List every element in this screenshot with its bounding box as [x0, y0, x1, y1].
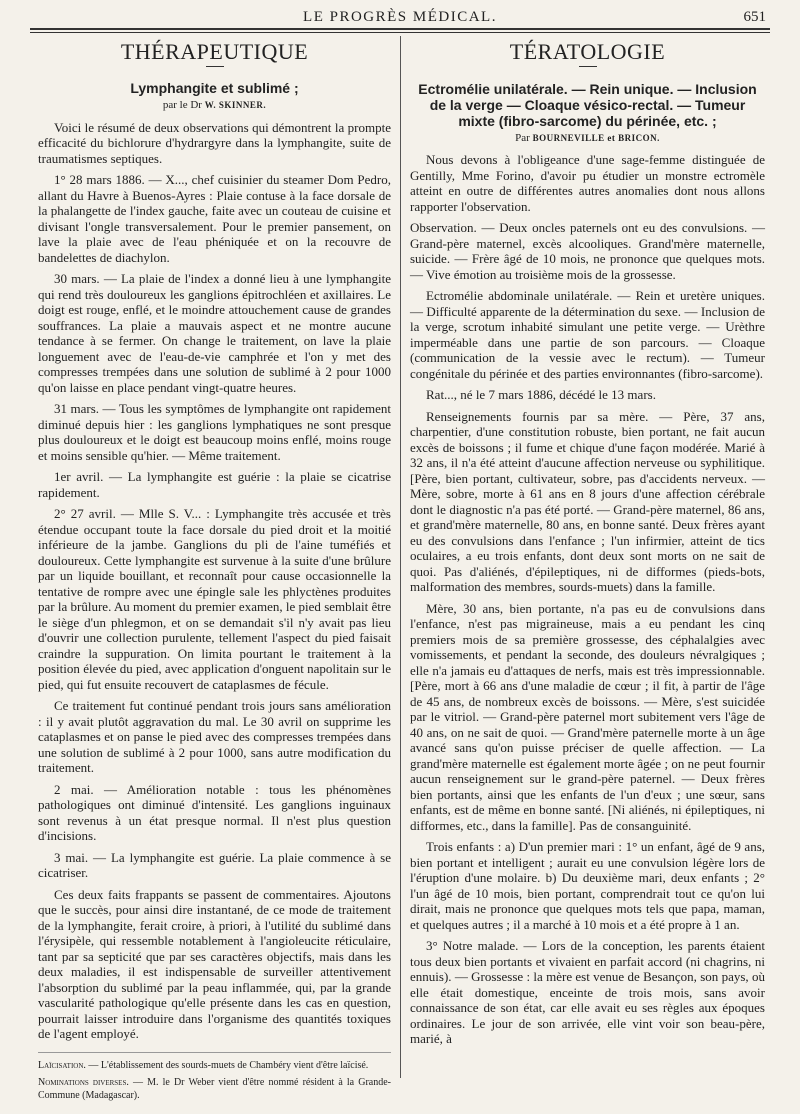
paragraph: Observation. — Deux oncles paternels ont eu des convulsions. — Grand-père maternel, excès alcooliques. Grand'mère maternelle, suicide. — Frère âgé de 10 mois, ne prononce que quelques mots. — Vive émotion au troisième mois de la grossesse.	[410, 220, 765, 282]
paragraph: Voici le résumé de deux observations qui démontrent la prompte efficacité du bichlorure d'hydrargyre dans la lymphangite, suite de traumatismes septiques.	[38, 119, 391, 166]
paragraph: Rat..., né le 7 mars 1886, décédé le 13 mars.	[426, 387, 656, 402]
byline-author: BOURNEVILLE et BRICON.	[532, 132, 660, 143]
section-rule	[206, 66, 224, 67]
paragraph: 1er avril. — La lymphangite est guérie : la plaie se cicatrise rapidement.	[38, 469, 391, 500]
running-header	[30, 6, 770, 28]
paragraph: 31 mars. — Tous les symptômes de lymphangite ont rapidement diminué depuis hier : les ganglions lymphatiques ne sont presque plus douloureux et le doigt est beaucoup moins enflé, moins rouge et moins sensible qu'hier. — Même traitement.	[38, 401, 391, 463]
section-title-teratologie: TÉRATOLOGIE	[509, 39, 666, 64]
byline-prefix: par le Dr	[162, 99, 202, 111]
paragraph: Ce traitement fut continué pendant trois jours sans amélioration : il y avait plutôt aggravation du mal. Le 30 avril on supprime les cataplasmes et on panse le pied avec des compresses trempées dans une solution de sublimé à 2 pour 1000, sans autre modification du traitement.	[38, 698, 391, 775]
left-column	[38, 39, 392, 1106]
note-label: Laïcisation.	[38, 1059, 86, 1071]
right-column	[410, 39, 765, 1053]
paragraph: Mère, 30 ans, bien portante, n'a pas eu de convulsions dans l'enfance, n'est pas migraineuse, mais a eu pendant les cinq premiers mois de sa première grossesse, des céphalalgies avec vomissements, et pendant la seconde, des douleurs névralgiques ; elle n'a jamais eu d'attaques de nerfs, mais est très impressionnable. [Père, mort à 66 ans d'une maladie de cœur ; il fit, à partir de l'âge de 45 ans, de nombreux excès de boissons. — Mère, s'est suicidée par le vitriol. — Grand-père paternel mort subitement vers l'âge de 40 ans, on ne sait de quoi. — Grand'mère paternelle morte à un âge avancé sans qu'on puisse préciser de quelle affection. — La grand'mère maternelle est également morte âgée ; on ne peut fournir aucun renseignement sur le grand-père paternel. — Deux frères bien portants, ainsi que les enfants de l'un d'eux ; une sœur, sans enfants, est de même en bonne santé. [Ni aliénés, ni épileptiques, ni difformes, etc., dans la famille]. Pas de consanguinité.	[410, 600, 765, 833]
note	[38, 1059, 391, 1072]
header-rule	[30, 28, 770, 30]
paragraph: 30 mars. — La plaie de l'index a donné lieu à une lymphangite qui rend très douloureux les ganglions épitrochléen et axillaires. Le doigt est rouge, enflé, et le moindre attouchement cause de grandes souffrances. La plaie a mauvais aspect et ne montre aucune tendance à se fermer. On change le traitement, on lave la plaie longuement avec de l'eau-de-vie camphrée et l'on y met des compresses trempées dans une solution de sublimé à 2 pour 1000 qu'on laisse en place pendant vingt-quatre heures.	[38, 271, 391, 395]
paragraph: 3° Notre malade. — Lors de la conception, les parents étaient tous deux bien portants et vivaient en parfait accord (ni chagrins, ni ennuis). — Grossesse : la mère est venue de Besançon, son pays, où elle était domestique, enceinte de trois mois, sans avoir connaissance de son état, car elle avait eu ses règles aux époques ordinaires. Le jour de son arrivée, elle vint voir son beau-père, marié, à	[410, 938, 765, 1046]
paragraph: 2° 27 avril. — Mlle S. V... : Lymphangite très accusée et très étendue occupant toute la face dorsale du pied droit et la moitié inférieure de la jambe. Ganglions du pli de l'aine tuméfiés et douloureux. Cette lymphangite est survenue à la suite d'une brûlure par un liquide bouillant, et reconnaît pour cause occasionnelle la tentative de rompre avec une épingle sale les phlyctènes produites par la brûlure. Au moment du premier examen, le pied semblait être le siège d'un phlegmon, et on se demandait s'il n'y avait pas lieu d'ouvrir une collection purulente, tellement l'aspect du pied faisait craindre la suppuration. On limita pourtant le traitement à la position élevée du pied, avec application d'onguent napolitain sur le pied, qui fut ensuite recouvert de cataplasmes de fécule.	[38, 506, 391, 692]
paragraph: Renseignements fournis par sa mère. — Père, 37 ans, charpentier, d'une constitution robuste, bien portant, ne fait aucun excès de boissons ; il fume et chique d'une façon modérée. Marié à 32 ans, il n'a été atteint d'aucune affection nerveuse ou syphilitique. [Père, bien portant, cultivateur, sobre, pas d'accidents nerveux. — Mère, sobre, morte à 61 ans en 8 jours d'une affection cérébrale dont le diagnostic n'a pas été porté. — Grand-père maternel, 86 ans, et grand'mère maternelle, 80 ans, en bonne santé. Deux frères ayant eu des convulsions dans l'enfance ; l'un infirmier, atteint de tics oculaires, a eu trois enfants, dont deux sont morts on ne sait de quoi. Pas d'aliénés, d'épileptiques, ni de difformes (pieds-bots, malformation des membres, sourds-muets) dans la famille.	[410, 408, 765, 594]
note-text: — L'établissement des sourds-muets de Chambéry vient d'être laïcisé.	[88, 1059, 369, 1071]
article-title: Lymphangite et sublimé ;	[130, 79, 299, 96]
page-number: 651	[743, 9, 766, 25]
header-rule-thin	[30, 32, 770, 33]
article-title: Ectromélie unilatérale. — Rein unique. — Inclusion de la verge — Cloaque vésico-rectal. — Tumeur mixte (fibro-sarcome) du périnée, etc. ;	[418, 80, 757, 129]
paragraph: 1° 28 mars 1886. — X..., chef cuisinier du steamer Dom Pedro, allant du Havre à Buenos-Ayres : Plaie contuse à la face dorsale de la phalangette de l'index gauche, faite avec un couteau de cuisine et divisant l'ongle transversalement. Pour le premier pansement, on lave la plaie avec de l'eau phéniquée et on la recouvre de bandelettes de diachylon.	[38, 172, 391, 265]
section-rule	[579, 66, 597, 67]
column-divider	[400, 36, 401, 1078]
paragraph: Ces deux faits frappants se passent de commentaires. Ajoutons que le succès, pour ainsi dire instantané, de ce mode de traitement de la lymphangite, ferait croire, à priori, à l'utilité du sublimé dans l'érysipèle, qui ressemble notablement à l'angioleucite réticulaire, tant par sa septicité que par ses caractères objectifs, mais dans les deux maladies, il est indispensable de surveiller attentivement l'absorption du sublimé par la peau inflammée, qui, par la grande vascularité pathologique qu'elle présente dans les cas en question, pourrait laisser introduire dans l'organisme des quantités toxiques de l'agent employé.	[38, 886, 391, 1041]
note-label: Nominations diverses.	[38, 1076, 129, 1088]
paragraph: Ectromélie abdominale unilatérale. — Rein et uretère uniques. — Difficulté apparente de la détermination du sexe. — Inclusion de la verge, scrotum inhabité simulant une petite verge. — Urèthre imperméable dans une partie de son parcours. — Cloaque (communication de la vessie avec le rectum). — Tumeur congénitale du périnée et des parties environnantes (fibro-sarcome).	[410, 288, 765, 381]
byline	[38, 98, 391, 114]
byline-author: W. SKINNER.	[204, 100, 267, 110]
paragraph: Trois enfants : a) D'un premier mari : 1° un enfant, âgé de 9 ans, bien portant et intelligent ; aurait eu une convulsion légère lors de l'éruption d'une molaire. b) Du deuxième mari, deux enfants ; 2° l'un âgé de 10 mois, bien portant, comprendrait tout ce qu'on lui dirait, mais ne prononce que quelques mots tels que papa, maman, et quelques autres ; il a marché à 10 mois et a été propre à 1 an.	[410, 839, 765, 932]
paragraph: Nous devons à l'obligeance d'une sage-femme distinguée de Gentilly, Mme Forino, d'avoir pu étudier un monstre ectromèle atteint en outre de différentes autres anomalies dont nous allons rapporter l'observation.	[410, 152, 765, 214]
news-notes	[38, 1052, 391, 1102]
note-text: — M. le Dr Weber vient d'être nommé résident à la Grande-Commune (Madagascar).	[38, 1076, 392, 1101]
running-title: LE PROGRÈS MÉDICAL.	[303, 9, 497, 25]
section-title-therapeutique: THÉRAPEUTIQUE	[120, 39, 309, 64]
paragraph: 3 mai. — La lymphangite est guérie. La plaie commence à se cicatriser.	[38, 849, 391, 880]
paragraph: 2 mai. — Amélioration notable : tous les phénomènes pathologiques ont diminué d'intensité. Les ganglions inguinaux sont revenus à un état presque normal. Il n'est plus question d'incisions.	[38, 781, 391, 843]
byline-prefix: Par	[515, 131, 530, 144]
byline	[410, 131, 765, 147]
note	[38, 1076, 391, 1102]
